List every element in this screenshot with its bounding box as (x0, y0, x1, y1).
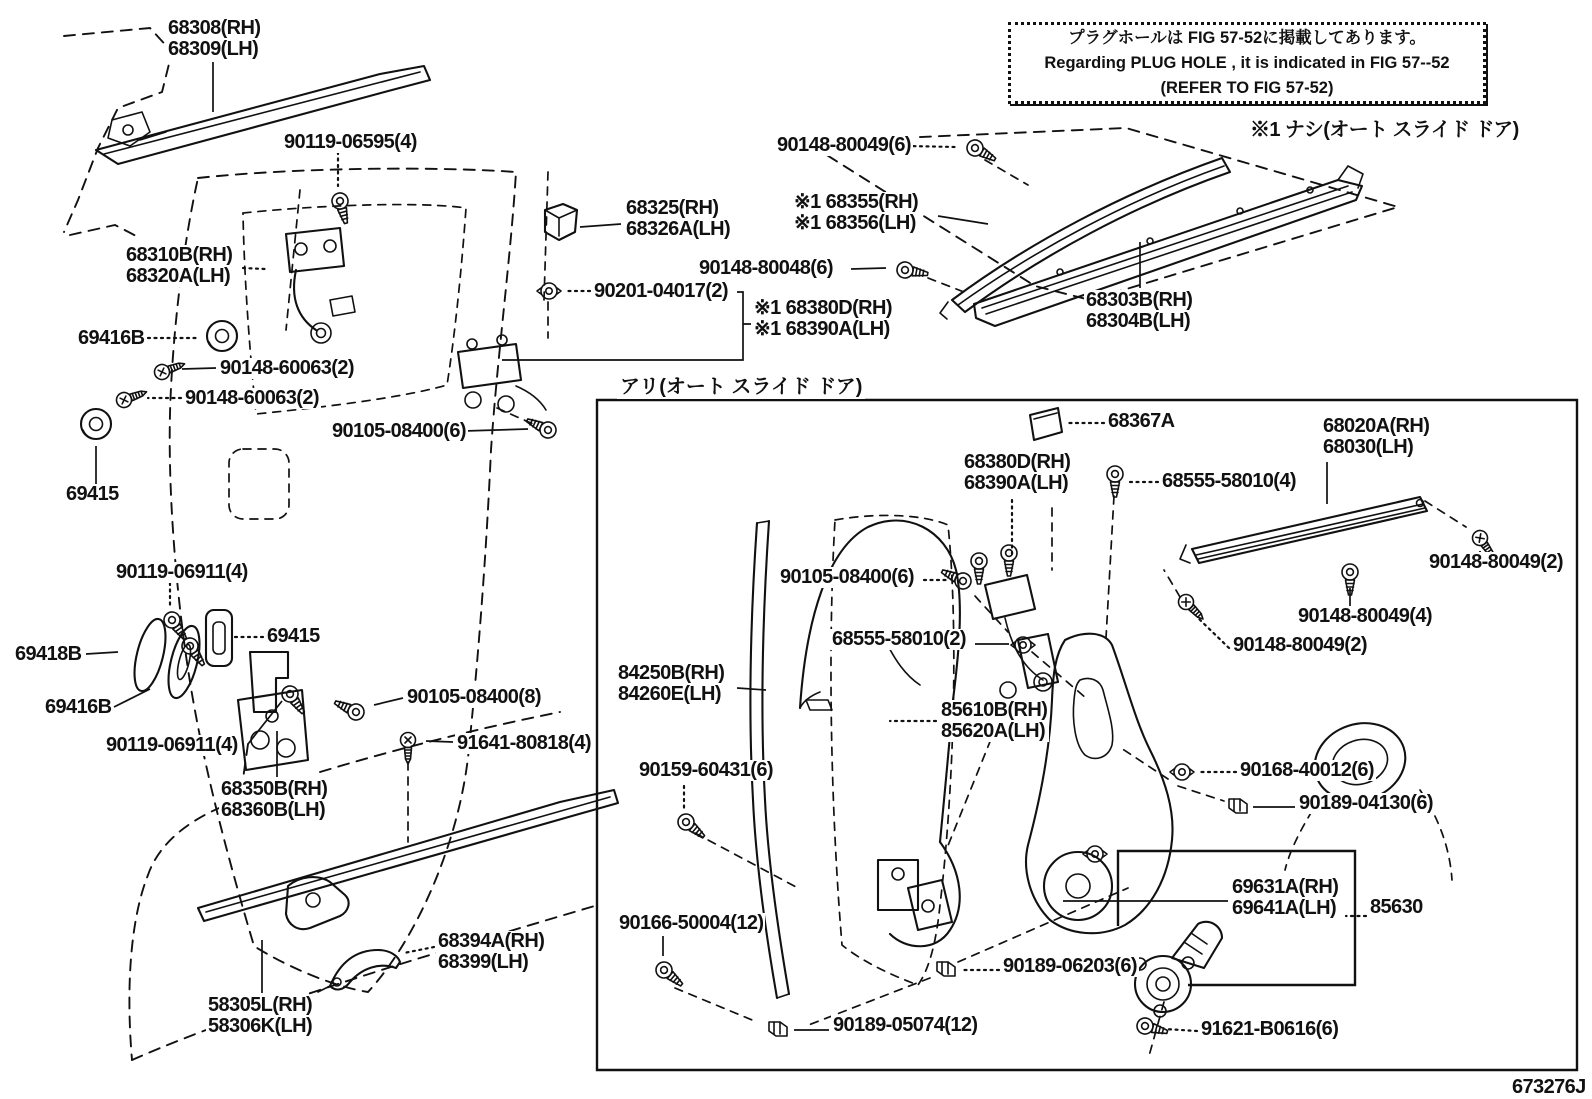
label-69418B: 69418B (15, 643, 82, 665)
section-header-auto-slide-door: アリ(オート スライド ドア) (617, 370, 865, 399)
note-line-jp: プラグホールは FIG 57-52に掲載してあります。 (1068, 28, 1426, 47)
label-90168-40012: 90168-40012(6) (1240, 759, 1374, 781)
label-90148-80049-6: 90148-80049(6) (777, 134, 911, 156)
label-68350B: 68350B(RH) 68360B(LH) (221, 778, 328, 821)
label-68355: ※1 68355(RH) ※1 68356(LH) (794, 191, 919, 234)
label-90189-06203: 90189-06203(6) (1003, 955, 1137, 977)
note-line-en: Regarding PLUG HOLE , it is indicated in FIG 57--52 (1044, 53, 1450, 72)
label-68325: 68325(RH) 68326A(LH) (626, 197, 731, 240)
label-90119-06911-a: 90119-06911(4) (116, 561, 248, 583)
label-90148-60063-b: 90148-60063(2) (185, 387, 319, 409)
label-68555-58010-4: 68555-58010(4) (1162, 470, 1296, 492)
label-673276J: 673276J (1512, 1076, 1586, 1098)
label-90119-06595: 90119-06595(4) (284, 131, 417, 153)
label-90189-04130: 90189-04130(6) (1299, 792, 1433, 814)
label-90105-08400-8: 90105-08400(8) (407, 686, 541, 708)
label-91621-B0616: 91621-B0616(6) (1201, 1018, 1339, 1040)
label-68303B: 68303B(RH) 68304B(LH) (1086, 289, 1193, 332)
label-68367A: 68367A (1108, 410, 1175, 432)
label-90189-05074: 90189-05074(12) (833, 1014, 978, 1036)
label-90201-04017: 90201-04017(2) (594, 280, 728, 302)
label-58305L: 58305L(RH) 58306K(LH) (208, 994, 313, 1037)
label-90148-60063-a: 90148-60063(2) (220, 357, 354, 379)
label-90148-80049-4: 90148-80049(4) (1298, 605, 1432, 627)
label-90105-08400-6b: 90105-08400(6) (780, 566, 914, 588)
label-85610B: 85610B(RH) 85620A(LH) (941, 699, 1048, 742)
label-84250B: 84250B(RH) 84260E(LH) (618, 662, 725, 705)
label-69631A: 69631A(RH) 69641A(LH) (1232, 876, 1339, 919)
label-91641-80818: 91641-80818(4) (457, 732, 591, 754)
label-69415-b: 69415 (267, 625, 320, 647)
label-69416B-a: 69416B (78, 327, 145, 349)
label-68380D-in: 68380D(RH) 68390A(LH) (964, 451, 1071, 494)
label-90105-08400-6a: 90105-08400(6) (332, 420, 466, 442)
label-69416B-b: 69416B (45, 696, 112, 718)
label-68310B: 68310B(RH) 68320A(LH) (126, 244, 233, 287)
label-nashi: ※1 ナシ(オート スライド ドア) (1250, 119, 1519, 141)
label-85630: 85630 (1370, 896, 1423, 918)
label-90148-80048: 90148-80048(6) (699, 257, 833, 279)
label-90159-60431: 90159-60431(6) (639, 759, 773, 781)
label-90148-80049-2b: 90148-80049(2) (1233, 634, 1367, 656)
label-68380D-out: ※1 68380D(RH) ※1 68390A(LH) (754, 297, 892, 340)
note-line-refer: (REFER TO FIG 57-52) (1160, 78, 1334, 97)
label-68555-58010-2: 68555-58010(2) (832, 628, 966, 650)
label-69415-a: 69415 (66, 483, 119, 505)
label-68394A: 68394A(RH) 68399(LH) (438, 930, 545, 973)
label-68020A: 68020A(RH) 68030(LH) (1323, 415, 1430, 458)
label-68308: 68308(RH) 68309(LH) (168, 17, 261, 60)
label-90119-06911-b: 90119-06911(4) (106, 734, 238, 756)
label-90166-50004: 90166-50004(12) (619, 912, 764, 934)
label-90148-80049-2a: 90148-80049(2) (1429, 551, 1563, 573)
